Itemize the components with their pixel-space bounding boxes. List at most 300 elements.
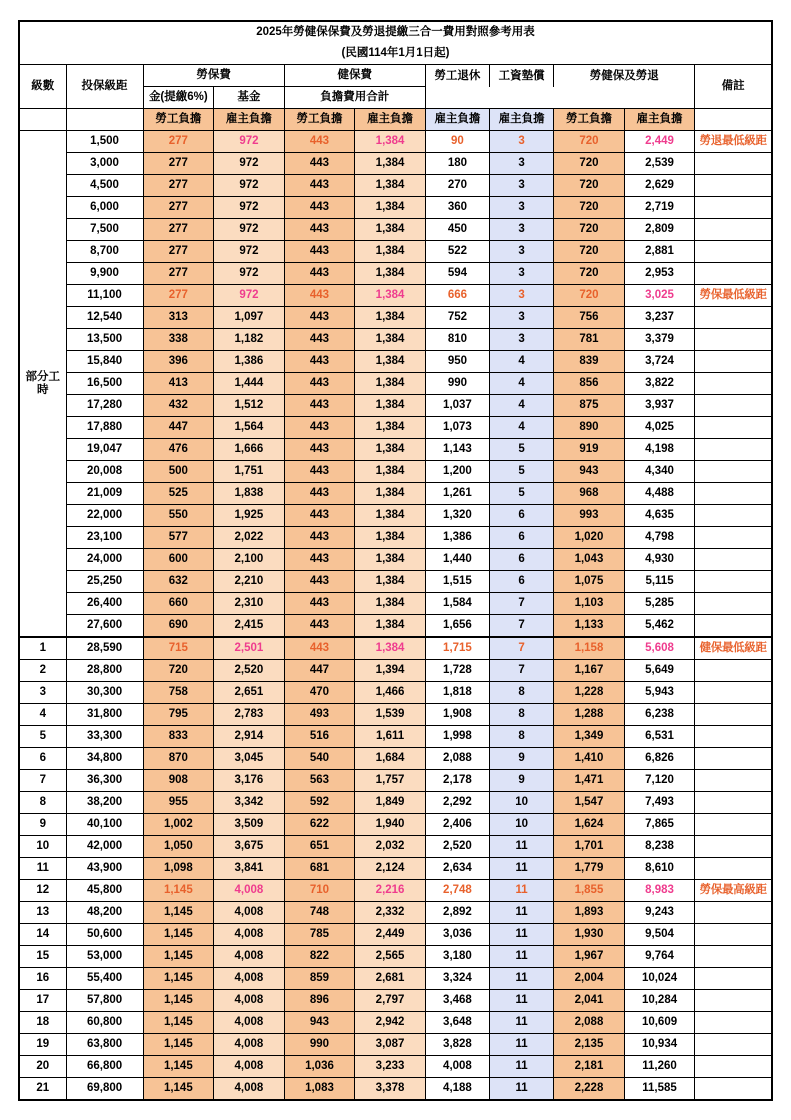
cell-pension-employer: 90 (425, 131, 489, 153)
cell-wage-fund: 3 (490, 263, 554, 285)
cell-total-employer: 8,238 (624, 836, 695, 858)
cell-labor-employee: 277 (143, 175, 214, 197)
cell-wage-fund: 5 (490, 439, 554, 461)
cell-total-employee: 856 (554, 373, 625, 395)
cell-labor-employee: 1,002 (143, 814, 214, 836)
cell-wage-fund: 3 (490, 131, 554, 153)
cell-health-employer: 2,032 (355, 836, 426, 858)
cell-salary-bracket: 63,800 (66, 1034, 143, 1056)
cell-salary-bracket: 9,900 (66, 263, 143, 285)
cell-remark (695, 770, 772, 792)
cell-health-employee: 943 (284, 1012, 355, 1034)
cell-pension-employer: 270 (425, 175, 489, 197)
cell-health-employee: 443 (284, 373, 355, 395)
cell-health-employer: 1,384 (355, 285, 426, 307)
cell-total-employer: 10,284 (624, 990, 695, 1012)
cell-total-employee: 1,967 (554, 946, 625, 968)
cell-salary-bracket: 11,100 (66, 285, 143, 307)
cell-labor-employee: 908 (143, 770, 214, 792)
cell-health-employee: 443 (284, 637, 355, 660)
cell-health-employee: 710 (284, 880, 355, 902)
cell-labor-employee: 1,050 (143, 836, 214, 858)
cell-total-employee: 1,158 (554, 637, 625, 660)
cell-total-employer: 2,449 (624, 131, 695, 153)
cell-labor-employee: 1,145 (143, 968, 214, 990)
cell-pension-employer: 3,180 (425, 946, 489, 968)
cell-pension-employer: 1,728 (425, 660, 489, 682)
cell-labor-employer: 3,045 (214, 748, 285, 770)
cell-health-employee: 470 (284, 682, 355, 704)
table-row (19, 1012, 772, 1034)
cell-total-employer: 9,243 (624, 902, 695, 924)
cell-labor-employer: 2,310 (214, 593, 285, 615)
cell-remark (695, 1078, 772, 1101)
cell-health-employer: 1,384 (355, 351, 426, 373)
cell-pension-employer: 1,715 (425, 637, 489, 660)
cell-wage-fund: 7 (490, 615, 554, 638)
cell-labor-employer: 4,008 (214, 902, 285, 924)
cell-labor-employer: 1,512 (214, 395, 285, 417)
cell-health-employee: 563 (284, 770, 355, 792)
cell-health-employee: 443 (284, 615, 355, 638)
cell-health-employee: 447 (284, 660, 355, 682)
cell-labor-employer: 2,501 (214, 637, 285, 660)
cell-labor-employee: 447 (143, 417, 214, 439)
document-subtitle: (民國114年1月1日起) (19, 43, 772, 65)
cell-level: 8 (19, 792, 66, 814)
subheader-spacer-bracket (66, 109, 143, 131)
cell-wage-fund: 11 (490, 1078, 554, 1101)
cell-labor-employer: 3,841 (214, 858, 285, 880)
cell-health-employee: 443 (284, 175, 355, 197)
cell-labor-employee: 660 (143, 593, 214, 615)
cell-total-employee: 1,349 (554, 726, 625, 748)
cell-health-employer: 1,384 (355, 219, 426, 241)
cell-labor-employer: 4,008 (214, 880, 285, 902)
cell-total-employer: 7,493 (624, 792, 695, 814)
table-row (19, 880, 772, 902)
cell-labor-employer: 1,444 (214, 373, 285, 395)
cell-labor-employee: 476 (143, 439, 214, 461)
table-row (19, 483, 772, 505)
table-row (19, 527, 772, 549)
cell-health-employee: 443 (284, 417, 355, 439)
cell-health-employer: 1,384 (355, 549, 426, 571)
cell-level: 4 (19, 704, 66, 726)
cell-total-employee: 943 (554, 461, 625, 483)
cell-remark: 勞保最低級距 (695, 285, 772, 307)
cell-salary-bracket: 7,500 (66, 219, 143, 241)
cell-labor-employer: 972 (214, 285, 285, 307)
cell-health-employee: 443 (284, 461, 355, 483)
cell-pension-employer: 1,998 (425, 726, 489, 748)
table-row (19, 263, 772, 285)
header-labor-pension-rate: 金(提繳6%) (143, 87, 214, 109)
premium-comparison-table (18, 20, 773, 1101)
cell-total-employer: 2,953 (624, 263, 695, 285)
cell-labor-employee: 577 (143, 527, 214, 549)
subheader-hi-employer: 雇主負擔 (355, 109, 426, 131)
cell-remark (695, 571, 772, 593)
cell-pension-employer: 1,386 (425, 527, 489, 549)
cell-total-employer: 5,115 (624, 571, 695, 593)
cell-pension-employer: 1,143 (425, 439, 489, 461)
cell-health-employee: 622 (284, 814, 355, 836)
cell-labor-employee: 432 (143, 395, 214, 417)
cell-remark (695, 1034, 772, 1056)
cell-remark (695, 660, 772, 682)
cell-level: 20 (19, 1056, 66, 1078)
cell-wage-fund: 11 (490, 1012, 554, 1034)
cell-labor-employee: 1,145 (143, 880, 214, 902)
cell-labor-employee: 396 (143, 351, 214, 373)
cell-remark (695, 902, 772, 924)
cell-total-employer: 4,635 (624, 505, 695, 527)
cell-health-employee: 443 (284, 571, 355, 593)
cell-labor-employee: 277 (143, 263, 214, 285)
cell-wage-fund: 6 (490, 571, 554, 593)
cell-total-employer: 4,930 (624, 549, 695, 571)
cell-wage-fund: 7 (490, 593, 554, 615)
cell-pension-employer: 1,200 (425, 461, 489, 483)
cell-remark (695, 527, 772, 549)
table-row (19, 637, 772, 660)
cell-labor-employer: 4,008 (214, 1034, 285, 1056)
cell-salary-bracket: 3,000 (66, 153, 143, 175)
cell-health-employee: 681 (284, 858, 355, 880)
cell-labor-employer: 2,100 (214, 549, 285, 571)
table-row (19, 395, 772, 417)
cell-health-employer: 3,087 (355, 1034, 426, 1056)
cell-health-employer: 1,384 (355, 593, 426, 615)
cell-total-employee: 756 (554, 307, 625, 329)
cell-remark (695, 395, 772, 417)
cell-total-employer: 4,198 (624, 439, 695, 461)
cell-pension-employer: 2,406 (425, 814, 489, 836)
cell-salary-bracket: 30,300 (66, 682, 143, 704)
cell-salary-bracket: 28,800 (66, 660, 143, 682)
cell-wage-fund: 10 (490, 814, 554, 836)
cell-labor-employee: 720 (143, 660, 214, 682)
cell-level: 5 (19, 726, 66, 748)
cell-labor-employer: 1,386 (214, 351, 285, 373)
cell-health-employer: 2,565 (355, 946, 426, 968)
cell-remark (695, 792, 772, 814)
cell-total-employer: 3,237 (624, 307, 695, 329)
cell-labor-employee: 277 (143, 131, 214, 153)
cell-total-employee: 890 (554, 417, 625, 439)
table-row (19, 131, 772, 153)
cell-labor-employer: 2,651 (214, 682, 285, 704)
cell-remark (695, 549, 772, 571)
cell-total-employer: 6,531 (624, 726, 695, 748)
cell-health-employer: 1,684 (355, 748, 426, 770)
cell-health-employer: 1,384 (355, 527, 426, 549)
cell-salary-bracket: 15,840 (66, 351, 143, 373)
cell-health-employee: 443 (284, 131, 355, 153)
cell-labor-employer: 4,008 (214, 946, 285, 968)
cell-total-employer: 4,340 (624, 461, 695, 483)
cell-level: 11 (19, 858, 66, 880)
cell-labor-employer: 2,520 (214, 660, 285, 682)
table-row (19, 660, 772, 682)
header-combined: 勞健保及勞退 (554, 65, 695, 87)
cell-salary-bracket: 60,800 (66, 1012, 143, 1034)
cell-wage-fund: 7 (490, 660, 554, 682)
cell-wage-fund: 6 (490, 549, 554, 571)
cell-health-employee: 1,083 (284, 1078, 355, 1101)
table-row (19, 439, 772, 461)
cell-total-employee: 1,288 (554, 704, 625, 726)
table-row (19, 814, 772, 836)
cell-labor-employer: 972 (214, 131, 285, 153)
cell-total-employee: 1,855 (554, 880, 625, 902)
cell-total-employer: 5,943 (624, 682, 695, 704)
cell-salary-bracket: 1,500 (66, 131, 143, 153)
cell-health-employer: 1,384 (355, 307, 426, 329)
cell-labor-employee: 277 (143, 219, 214, 241)
cell-health-employee: 540 (284, 748, 355, 770)
cell-health-employer: 1,384 (355, 373, 426, 395)
cell-labor-employee: 277 (143, 241, 214, 263)
cell-labor-employer: 3,176 (214, 770, 285, 792)
table-row (19, 307, 772, 329)
cell-level: 13 (19, 902, 66, 924)
cell-total-employer: 8,983 (624, 880, 695, 902)
table-row (19, 461, 772, 483)
cell-salary-bracket: 57,800 (66, 990, 143, 1012)
cell-remark (695, 615, 772, 638)
cell-level: 14 (19, 924, 66, 946)
table-row (19, 682, 772, 704)
cell-total-employer: 2,719 (624, 197, 695, 219)
cell-salary-bracket: 4,500 (66, 175, 143, 197)
cell-labor-employee: 338 (143, 329, 214, 351)
cell-salary-bracket: 19,047 (66, 439, 143, 461)
subheader-hi-employee: 勞工負擔 (284, 109, 355, 131)
header-combined-total: 負擔費用合計 (284, 87, 425, 109)
cell-pension-employer: 1,818 (425, 682, 489, 704)
cell-total-employee: 720 (554, 131, 625, 153)
cell-total-employer: 3,937 (624, 395, 695, 417)
header-wage-arrears-fund: 基金 (214, 87, 285, 109)
cell-remark (695, 417, 772, 439)
cell-total-employee: 839 (554, 351, 625, 373)
cell-labor-employer: 2,914 (214, 726, 285, 748)
cell-labor-employer: 972 (214, 241, 285, 263)
cell-salary-bracket: 13,500 (66, 329, 143, 351)
table-row (19, 990, 772, 1012)
cell-pension-employer: 1,908 (425, 704, 489, 726)
header-level: 級數 (19, 65, 66, 109)
cell-wage-fund: 6 (490, 505, 554, 527)
cell-health-employee: 785 (284, 924, 355, 946)
table-row (19, 197, 772, 219)
cell-total-employer: 7,120 (624, 770, 695, 792)
table-row (19, 285, 772, 307)
cell-total-employer: 2,809 (624, 219, 695, 241)
cell-total-employer: 5,649 (624, 660, 695, 682)
cell-salary-bracket: 33,300 (66, 726, 143, 748)
header-salary-bracket: 投保級距 (66, 65, 143, 109)
cell-health-employer: 1,384 (355, 395, 426, 417)
cell-pension-employer: 2,292 (425, 792, 489, 814)
cell-total-employer: 5,462 (624, 615, 695, 638)
cell-level: 17 (19, 990, 66, 1012)
cell-pension-employer: 1,584 (425, 593, 489, 615)
cell-level: 9 (19, 814, 66, 836)
cell-remark (695, 836, 772, 858)
cell-pension-employer: 3,036 (425, 924, 489, 946)
cell-salary-bracket: 17,280 (66, 395, 143, 417)
cell-total-employee: 1,167 (554, 660, 625, 682)
cell-health-employee: 443 (284, 329, 355, 351)
cell-labor-employer: 1,564 (214, 417, 285, 439)
cell-pension-employer: 450 (425, 219, 489, 241)
part-time-label: 部分工時 (19, 131, 66, 638)
cell-total-employer: 11,260 (624, 1056, 695, 1078)
cell-pension-employer: 360 (425, 197, 489, 219)
cell-salary-bracket: 21,009 (66, 483, 143, 505)
cell-remark (695, 968, 772, 990)
table-row (19, 770, 772, 792)
cell-health-employer: 1,611 (355, 726, 426, 748)
cell-remark: 健保最低級距 (695, 637, 772, 660)
cell-health-employer: 2,797 (355, 990, 426, 1012)
cell-total-employee: 1,410 (554, 748, 625, 770)
cell-labor-employer: 4,008 (214, 968, 285, 990)
cell-health-employer: 1,384 (355, 483, 426, 505)
cell-health-employee: 516 (284, 726, 355, 748)
cell-pension-employer: 1,261 (425, 483, 489, 505)
cell-level: 1 (19, 637, 66, 660)
cell-wage-fund: 11 (490, 1034, 554, 1056)
cell-salary-bracket: 20,008 (66, 461, 143, 483)
cell-labor-employer: 1,097 (214, 307, 285, 329)
cell-total-employee: 720 (554, 241, 625, 263)
cell-health-employer: 1,394 (355, 660, 426, 682)
cell-labor-employer: 972 (214, 263, 285, 285)
cell-labor-employer: 972 (214, 153, 285, 175)
cell-health-employer: 1,466 (355, 682, 426, 704)
cell-health-employee: 443 (284, 527, 355, 549)
cell-health-employer: 1,384 (355, 153, 426, 175)
cell-health-employee: 859 (284, 968, 355, 990)
cell-health-employee: 1,036 (284, 1056, 355, 1078)
table-row (19, 836, 772, 858)
cell-remark (695, 593, 772, 615)
cell-total-employer: 5,285 (624, 593, 695, 615)
cell-labor-employee: 500 (143, 461, 214, 483)
table-body (19, 131, 772, 1101)
table-row (19, 748, 772, 770)
cell-labor-employer: 972 (214, 175, 285, 197)
cell-wage-fund: 3 (490, 153, 554, 175)
cell-remark: 勞退最低級距 (695, 131, 772, 153)
cell-total-employee: 1,893 (554, 902, 625, 924)
cell-salary-bracket: 42,000 (66, 836, 143, 858)
cell-remark (695, 439, 772, 461)
cell-remark (695, 351, 772, 373)
cell-remark (695, 505, 772, 527)
cell-labor-employee: 1,145 (143, 902, 214, 924)
cell-wage-fund: 11 (490, 880, 554, 902)
cell-pension-employer: 990 (425, 373, 489, 395)
cell-total-employee: 993 (554, 505, 625, 527)
cell-salary-bracket: 48,200 (66, 902, 143, 924)
cell-wage-fund: 3 (490, 241, 554, 263)
cell-wage-fund: 3 (490, 197, 554, 219)
cell-total-employee: 875 (554, 395, 625, 417)
cell-pension-employer: 752 (425, 307, 489, 329)
cell-labor-employee: 525 (143, 483, 214, 505)
document-title: 2025年勞健保保費及勞退提繳三合一費用對照參考用表 (19, 21, 772, 43)
cell-pension-employer: 666 (425, 285, 489, 307)
cell-level: 19 (19, 1034, 66, 1056)
table-row (19, 153, 772, 175)
cell-wage-fund: 11 (490, 1056, 554, 1078)
header-remark: 備註 (695, 65, 772, 109)
cell-health-employee: 443 (284, 351, 355, 373)
cell-labor-employer: 972 (214, 197, 285, 219)
cell-labor-employee: 1,145 (143, 1034, 214, 1056)
cell-labor-employee: 313 (143, 307, 214, 329)
cell-wage-fund: 3 (490, 285, 554, 307)
cell-total-employer: 3,724 (624, 351, 695, 373)
cell-pension-employer: 1,515 (425, 571, 489, 593)
cell-health-employee: 443 (284, 153, 355, 175)
cell-pension-employer: 810 (425, 329, 489, 351)
cell-total-employee: 1,624 (554, 814, 625, 836)
cell-pension-employer: 522 (425, 241, 489, 263)
cell-level: 2 (19, 660, 66, 682)
cell-pension-employer: 1,073 (425, 417, 489, 439)
cell-labor-employee: 955 (143, 792, 214, 814)
cell-total-employee: 720 (554, 285, 625, 307)
cell-remark (695, 704, 772, 726)
cell-total-employer: 10,934 (624, 1034, 695, 1056)
cell-health-employer: 1,384 (355, 263, 426, 285)
cell-remark (695, 990, 772, 1012)
cell-wage-fund: 3 (490, 307, 554, 329)
cell-remark (695, 1012, 772, 1034)
cell-health-employer: 2,216 (355, 880, 426, 902)
table-row (19, 175, 772, 197)
cell-wage-fund: 11 (490, 902, 554, 924)
cell-health-employer: 2,332 (355, 902, 426, 924)
cell-remark (695, 1056, 772, 1078)
cell-total-employer: 6,238 (624, 704, 695, 726)
cell-health-employee: 493 (284, 704, 355, 726)
cell-salary-bracket: 23,100 (66, 527, 143, 549)
table-row (19, 792, 772, 814)
cell-remark (695, 329, 772, 351)
cell-health-employee: 748 (284, 902, 355, 924)
cell-labor-employer: 1,751 (214, 461, 285, 483)
cell-salary-bracket: 6,000 (66, 197, 143, 219)
cell-level: 18 (19, 1012, 66, 1034)
cell-labor-employer: 2,210 (214, 571, 285, 593)
cell-salary-bracket: 66,800 (66, 1056, 143, 1078)
cell-salary-bracket: 8,700 (66, 241, 143, 263)
cell-health-employee: 443 (284, 549, 355, 571)
cell-labor-employee: 1,145 (143, 924, 214, 946)
cell-pension-employer: 4,188 (425, 1078, 489, 1101)
cell-total-employee: 2,041 (554, 990, 625, 1012)
cell-labor-employer: 1,838 (214, 483, 285, 505)
cell-remark (695, 814, 772, 836)
cell-health-employer: 2,124 (355, 858, 426, 880)
